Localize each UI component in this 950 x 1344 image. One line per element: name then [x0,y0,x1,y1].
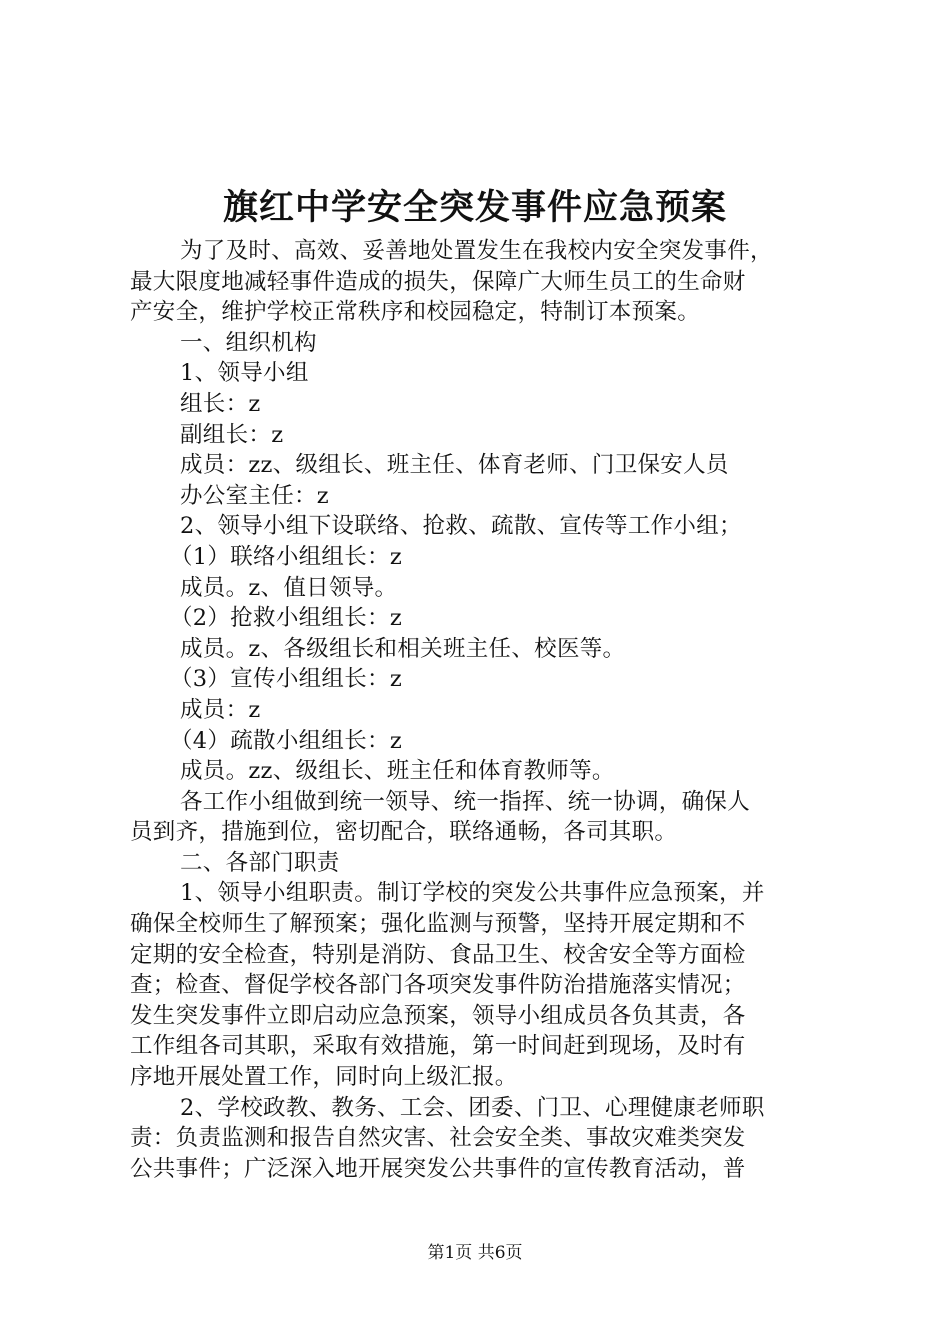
body-line: 成员：z [180,696,261,723]
body-line: 1、领导小组职责。制订学校的突发公共事件应急预案，并 [180,880,765,907]
subsection-heading: 1、领导小组 [180,360,309,387]
body-line: 员到齐，措施到位，密切配合，联络通畅，各司其职。 [130,819,678,846]
body-line: 查；检查、督促学校各部门各项突发事件防治措施落实情况； [130,972,746,999]
body-line: 成员。z、值日领导。 [180,574,398,601]
page-number-footer: 第1页 共6页 [427,1243,523,1263]
body-line: 成员：zz、级组长、班主任、体育老师、门卫保安人员 [180,452,729,479]
body-line: （3）宣传小组组长：z [170,666,402,693]
body-line: 副组长：z [180,421,284,448]
section-heading: 一、组织机构 [180,329,317,356]
body-line: 组长：z [180,390,261,417]
body-line: 序地开展处置工作，同时向上级汇报。 [130,1064,518,1091]
body-line: 成员。z、各级组长和相关班主任、校医等。 [180,635,626,662]
body-line: 成员。zz、级组长、班主任和体育教师等。 [180,758,615,785]
body-line: 责：负责监测和报告自然灾害、社会安全类、事故灾难类突发 [130,1125,746,1152]
body-line: 确保全校师生了解预案；强化监测与预警，坚持开展定期和不 [130,911,746,938]
section-heading: 二、各部门职责 [180,849,340,876]
document-title: 旗红中学安全突发事件应急预案 [222,187,727,228]
body-line: 发生突发事件立即启动应急预案，领导小组成员各负其责，各 [130,1002,746,1029]
subsection-heading: 2、领导小组下设联络、抢救、疏散、宣传等工作小组； [180,513,742,540]
body-line: 办公室主任：z [180,482,329,509]
document-body [130,236,840,1184]
body-line: （1）联络小组组长：z [170,543,402,570]
body-line: 各工作小组做到统一领导、统一指挥、统一协调，确保人 [180,788,751,815]
body-line: 工作组各司其职，采取有效措施，第一时间赶到现场，及时有 [130,1033,746,1060]
body-line: 为了及时、高效、妥善地处置发生在我校内安全突发事件， [180,238,773,264]
body-line: （4）疏散小组组长：z [170,727,402,754]
body-line: 最大限度地减轻事件造成的损失，保障广大师生员工的生命财 [130,268,746,295]
body-line: （2）抢救小组组长：z [170,605,402,632]
body-line: 公共事件；广泛深入地开展突发公共事件的宣传教育活动，普 [130,1155,746,1182]
body-line: 产安全，维护学校正常秩序和校园稳定，特制订本预案。 [130,299,701,326]
body-line: 定期的安全检查，特别是消防、食品卫生、校舍安全等方面检 [130,941,746,968]
body-line: 2、学校政教、教务、工会、团委、门卫、心理健康老师职 [180,1094,765,1121]
